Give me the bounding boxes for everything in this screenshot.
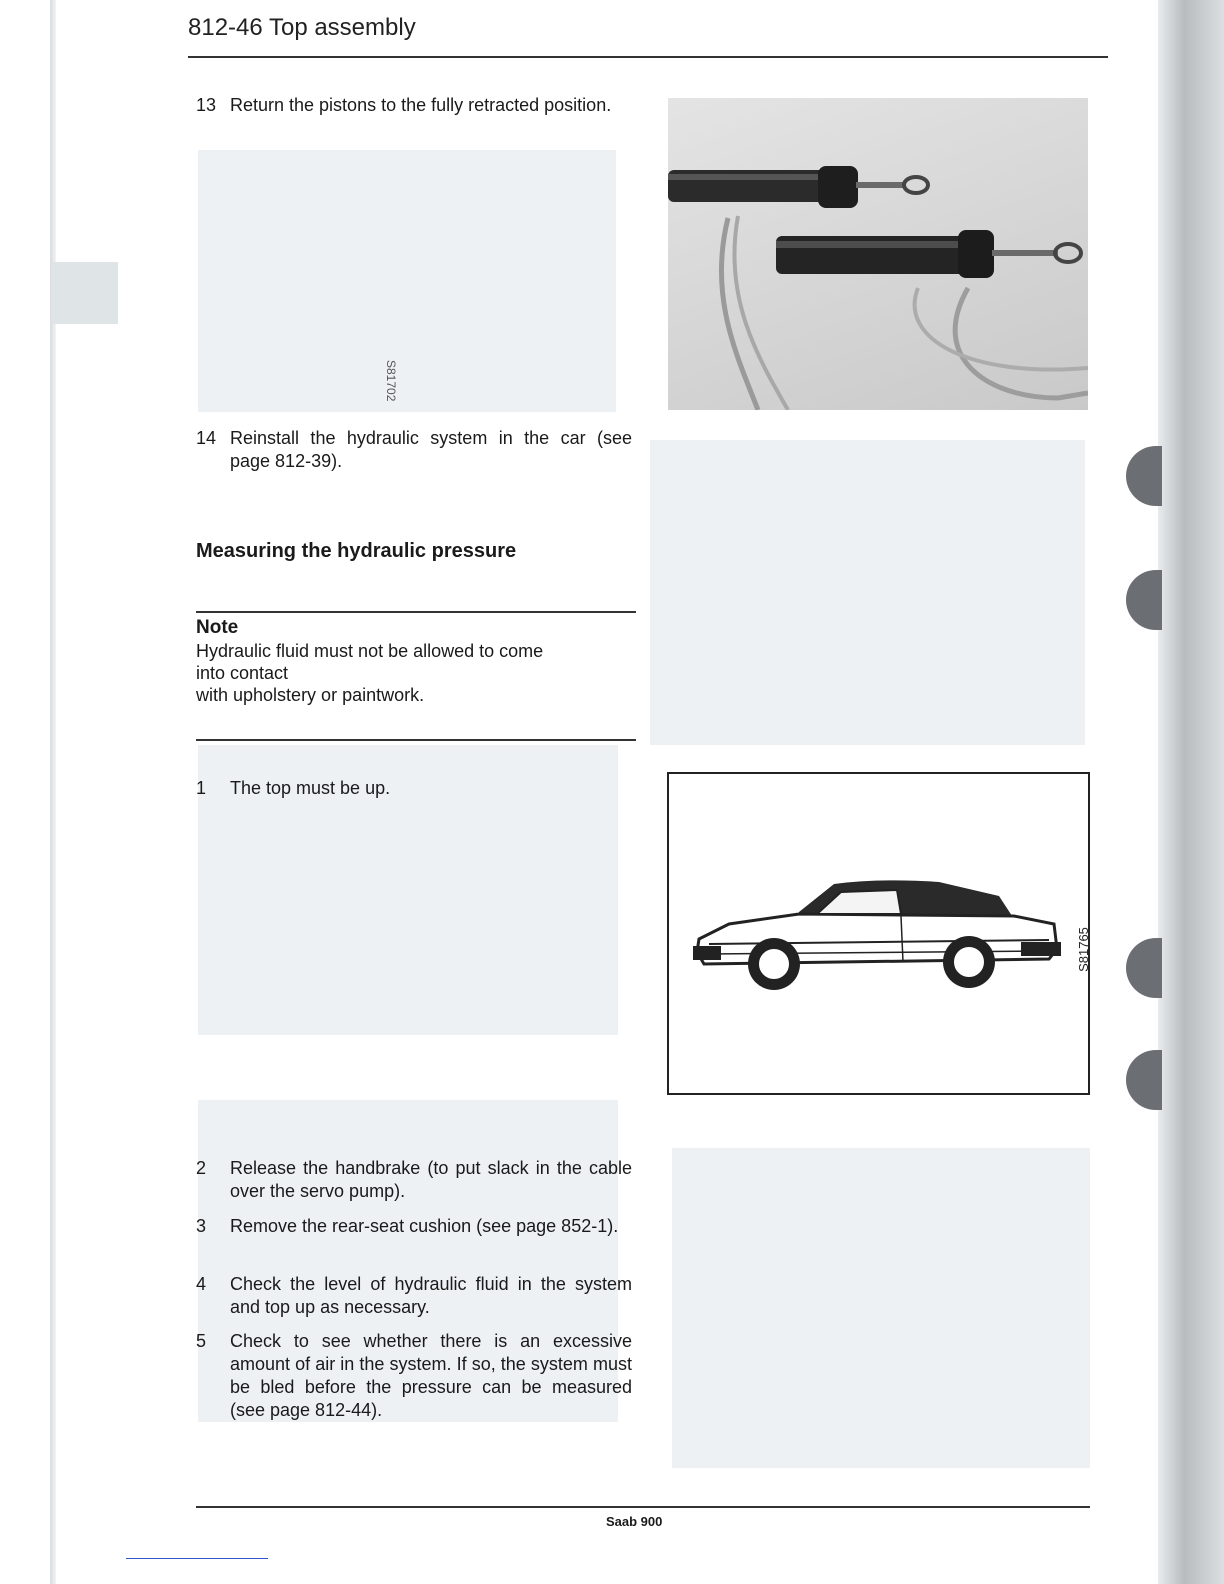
footer-label: Saab 900: [606, 1514, 663, 1529]
step-number: 4: [196, 1274, 207, 1294]
note-rule-bottom: [196, 739, 636, 741]
step-text: Release the handbrake (to put slack in the cable over the servo pump).: [230, 1158, 632, 1201]
binder-tab: [1126, 570, 1162, 630]
step-1: [196, 777, 632, 800]
step-number: 14: [196, 428, 217, 448]
scan-margin-right: [1158, 0, 1224, 1584]
note-line: into contact: [196, 663, 289, 683]
binder-clip: [52, 262, 118, 324]
note-body: [196, 640, 632, 706]
step-number: 3: [196, 1216, 207, 1236]
step-13: [196, 94, 632, 117]
note-line: with upholstery or paintwork.: [196, 685, 425, 705]
step-number: 2: [196, 1158, 207, 1178]
step-text: Remove the rear-seat cushion (see page 852-1).: [230, 1216, 619, 1236]
binder-tab: [1126, 1050, 1162, 1110]
hydraulic-pistons-photo: [668, 98, 1088, 410]
step-number: 13: [196, 95, 217, 115]
step-text: Return the pistons to the fully retracted position.: [230, 95, 612, 115]
step-number: 1: [196, 778, 207, 798]
binder-tab: [1126, 938, 1162, 998]
step-text: Check to see whether there is an excessive amount of air in the system. If so, the system must be bled before the pressure can be measured (see page 812-44).: [230, 1331, 632, 1420]
link-underline: [126, 1558, 268, 1559]
illustration-reference-code: S81765: [1075, 927, 1091, 972]
note-title: Note: [196, 617, 239, 638]
step-text: Reinstall the hydraulic system in the car (see page 812-39).: [230, 428, 632, 471]
show-through-area: [198, 150, 616, 412]
step-14: [196, 427, 632, 473]
convertible-car-illustration: [667, 772, 1090, 1095]
footer-rule: [196, 1506, 1090, 1508]
note-rule-top: [196, 611, 636, 613]
scan-margin-left: [0, 0, 52, 1584]
binder-tab: [1126, 446, 1162, 506]
header-rule: [188, 56, 1108, 58]
step-text: Check the level of hydraulic fluid in the system and top up as necessary.: [230, 1274, 632, 1317]
show-through-area: [672, 1148, 1090, 1468]
step-text: The top must be up.: [230, 778, 391, 798]
step-number: 5: [196, 1331, 207, 1351]
step-4: [196, 1273, 632, 1319]
show-through-area: [650, 440, 1085, 745]
page-title: 812-46 Top assembly: [188, 14, 416, 41]
step-5: [196, 1330, 632, 1422]
note-line: Hydraulic fluid must not be allowed to come: [196, 641, 544, 661]
section-heading: Measuring the hydraulic pressure: [196, 540, 517, 562]
step-2: [196, 1157, 632, 1203]
photo-reference-code: S81702: [384, 360, 398, 402]
scan-page-edge: [50, 0, 56, 1584]
step-3: [196, 1215, 632, 1238]
